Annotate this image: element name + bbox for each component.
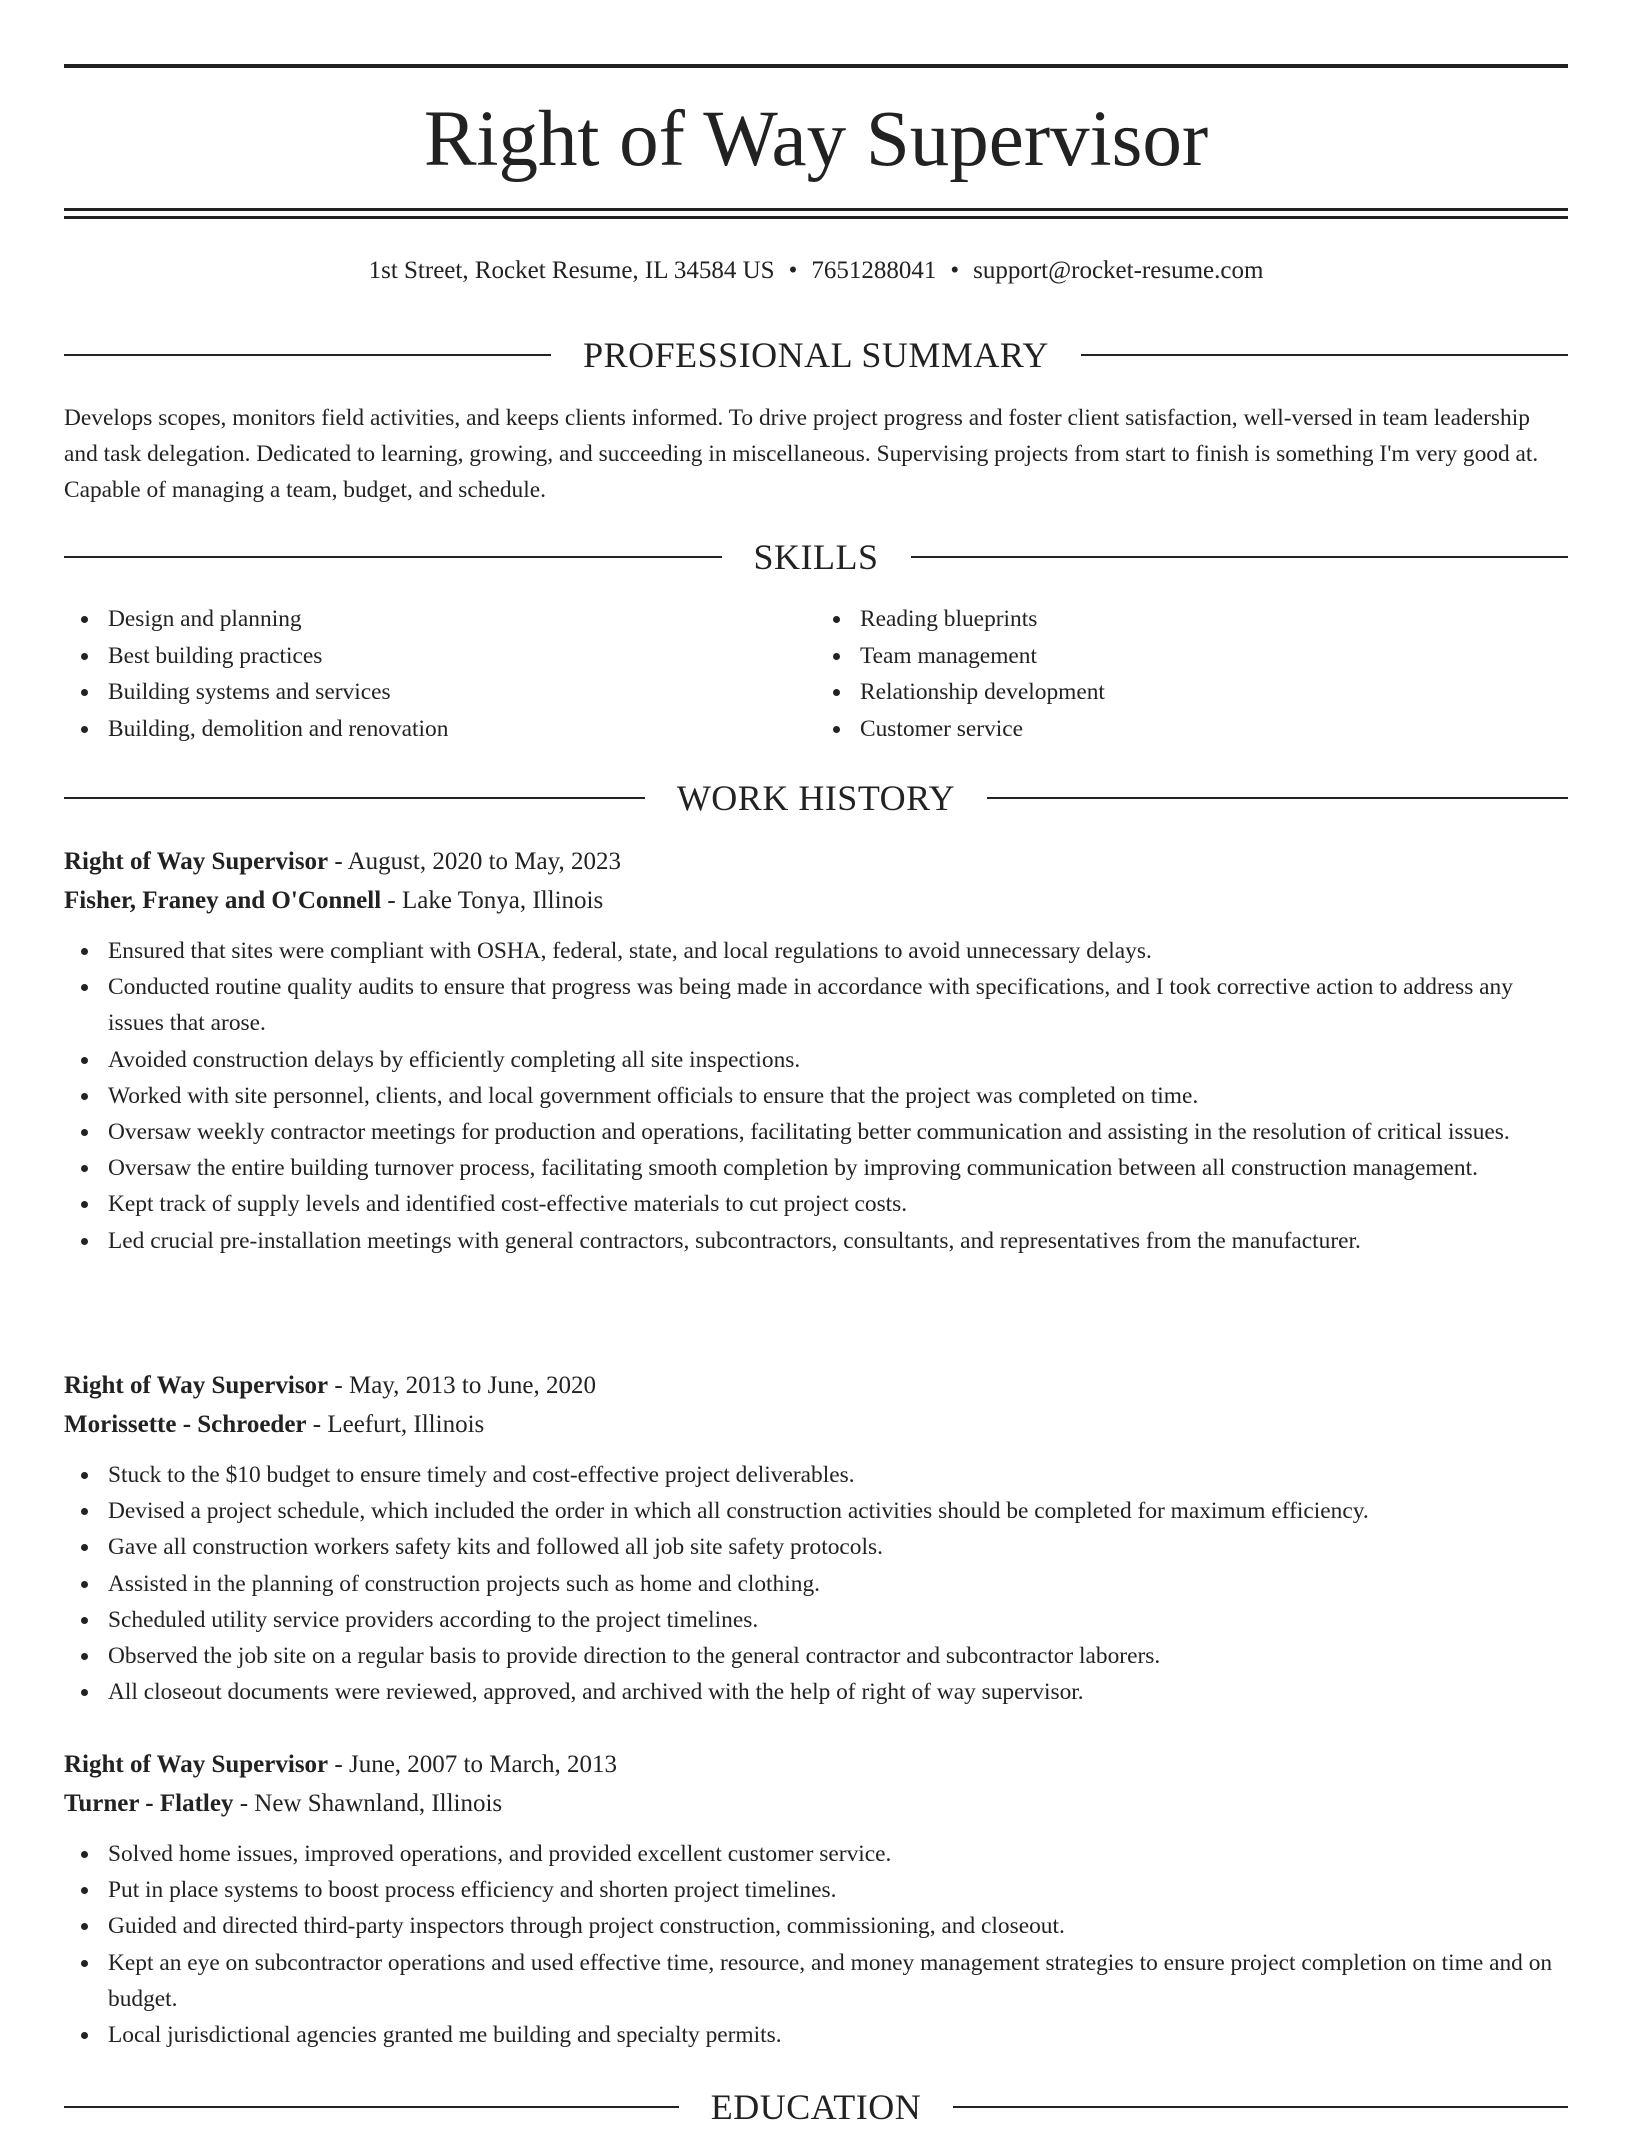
job-dates: - May, 2013 to June, 2020: [328, 1372, 596, 1399]
skill-item: Team management: [860, 638, 1568, 675]
section-title-work-history: WORK HISTORY: [676, 778, 956, 818]
job-bullet: Devised a project schedule, which included the order in which all construction activities should be completed for maximum efficiency.: [108, 1493, 1568, 1529]
job-bullet: Avoided construction delays by efficiently completing all site inspections.: [108, 1042, 1568, 1078]
job-bullet: Observed the job site on a regular basis to provide direction to the general contractor and subcontractor laborers.: [108, 1638, 1568, 1674]
job-bullet: Kept an eye on subcontractor operations and used effective time, resource, and money management strategies to ensure project completion on time and on budget.: [108, 1945, 1568, 2017]
job-location: - Lake Tonya, Illinois: [381, 887, 604, 914]
skills-column-right: [816, 601, 1568, 747]
job-title-line: [64, 843, 1568, 881]
job-location: - New Shawnland, Illinois: [233, 1790, 503, 1817]
job-bullet: Oversaw weekly contractor meetings for production and operations, facilitating better communication and assisting in the resolution of critical issues.: [108, 1114, 1568, 1150]
job-bullet: Worked with site personnel, clients, and local government officials to ensure that the project was completed on time.: [108, 1078, 1568, 1114]
job-location: - Leefurt, Illinois: [306, 1411, 485, 1438]
section-header-work-history: [64, 776, 1568, 820]
section-header-education: [64, 2085, 1568, 2129]
job-bullet: All closeout documents were reviewed, approved, and archived with the help of right of way supervisor.: [108, 1674, 1568, 1710]
job-bullet: Gave all construction workers safety kits and followed all job site safety protocols.: [108, 1529, 1568, 1565]
skill-item: Design and planning: [108, 601, 816, 638]
skill-item: Building systems and services: [108, 674, 816, 711]
job-company: Turner - Flatley: [64, 1790, 234, 1817]
summary-text: Develops scopes, monitors field activities, and keeps clients informed. To drive project progress and foster client satisfaction, well-versed in team leadership and task delegation. Dedicated to learning, growing, and succeeding in miscellaneous. Supervising projects from start to finish is something I'm very good at. Capable of managing a team, budget, and schedule.: [64, 405, 1539, 503]
section-rule: [911, 556, 1569, 558]
section-header-skills: [64, 535, 1568, 579]
section-rule: [64, 354, 551, 356]
job-entry: [64, 1367, 1568, 1710]
section-rule: [64, 2106, 679, 2108]
section-rule: [1081, 354, 1568, 356]
job-bullet: Scheduled utility service providers according to the project timelines.: [108, 1602, 1568, 1638]
job-bullet: Guided and directed third-party inspectors through project construction, commissioning, and closeout.: [108, 1908, 1568, 1944]
contact-address: 1st Street, Rocket Resume, IL 34584 US: [368, 257, 775, 284]
job-bullet: Led crucial pre-installation meetings with general contractors, subcontractors, consultants, and representatives from the manufacturer.: [108, 1223, 1568, 1259]
job-bullet: Ensured that sites were compliant with OSHA, federal, state, and local regulations to avoid unnecessary delays.: [108, 933, 1568, 969]
job-company-line: [64, 1406, 1568, 1444]
skill-item: Relationship development: [860, 674, 1568, 711]
job-entry: [64, 1746, 1568, 2053]
job-dates: - June, 2007 to March, 2013: [328, 1751, 617, 1778]
job-bullet: Put in place systems to boost process efficiency and shorten project timelines.: [108, 1872, 1568, 1908]
section-rule: [987, 797, 1568, 799]
section-title-education: EDUCATION: [710, 2087, 922, 2127]
job-bullet: Stuck to the $10 budget to ensure timely and cost-effective project deliverables.: [108, 1457, 1568, 1493]
job-company: Fisher, Franey and O'Connell: [64, 887, 382, 914]
skills-list: [64, 601, 1568, 747]
job-bullet: Kept track of supply levels and identified cost-effective materials to cut project costs.: [108, 1186, 1568, 1222]
job-bullet: Oversaw the entire building turnover process, facilitating smooth completion by improving communication between all construction management.: [108, 1150, 1568, 1186]
job-bullets: [64, 1836, 1568, 2053]
section-title-summary: PROFESSIONAL SUMMARY: [583, 335, 1049, 375]
job-bullet: Local jurisdictional agencies granted me building and specialty permits.: [108, 2017, 1568, 2053]
section-rule: [953, 2106, 1568, 2108]
job-company: Morissette - Schroeder: [64, 1411, 307, 1438]
title-rule-lower: [64, 216, 1568, 219]
job-company-line: [64, 882, 1568, 920]
skill-item: Customer service: [860, 711, 1568, 748]
job-dates: - August, 2020 to May, 2023: [328, 848, 621, 875]
contact-separator: •: [950, 257, 960, 284]
job-bullet: Assisted in the planning of construction projects such as home and clothing.: [108, 1566, 1568, 1602]
skills-column-left: [64, 601, 816, 747]
section-rule: [64, 797, 645, 799]
job-title: Right of Way Supervisor: [64, 1372, 329, 1399]
resume-title: Right of Way Supervisor: [423, 96, 1209, 183]
top-rule: [64, 64, 1568, 68]
section-header-summary: [64, 333, 1568, 377]
job-bullet: Solved home issues, improved operations, and provided excellent customer service.: [108, 1836, 1568, 1872]
skill-item: Building, demolition and renovation: [108, 711, 816, 748]
section-rule: [64, 556, 722, 558]
job-title: Right of Way Supervisor: [64, 848, 329, 875]
job-bullet: Conducted routine quality audits to ensure that progress was being made in accordance with specifications, and I took corrective action to address any issues that arose.: [108, 969, 1568, 1041]
skill-item: Reading blueprints: [860, 601, 1568, 638]
job-title-line: [64, 1367, 1568, 1405]
section-title-skills: SKILLS: [753, 537, 879, 577]
contact-separator: •: [788, 257, 798, 284]
contact-phone: 7651288041: [811, 257, 937, 284]
job-bullets: [64, 933, 1568, 1259]
job-entry: [64, 843, 1568, 1259]
job-title-line: [64, 1746, 1568, 1784]
job-bullets: [64, 1457, 1568, 1710]
contact-line: [64, 255, 1568, 287]
title-rule-upper: [64, 208, 1568, 211]
contact-email: support@rocket-resume.com: [973, 257, 1264, 284]
job-title: Right of Way Supervisor: [64, 1751, 329, 1778]
skill-item: Best building practices: [108, 638, 816, 675]
job-company-line: [64, 1785, 1568, 1823]
